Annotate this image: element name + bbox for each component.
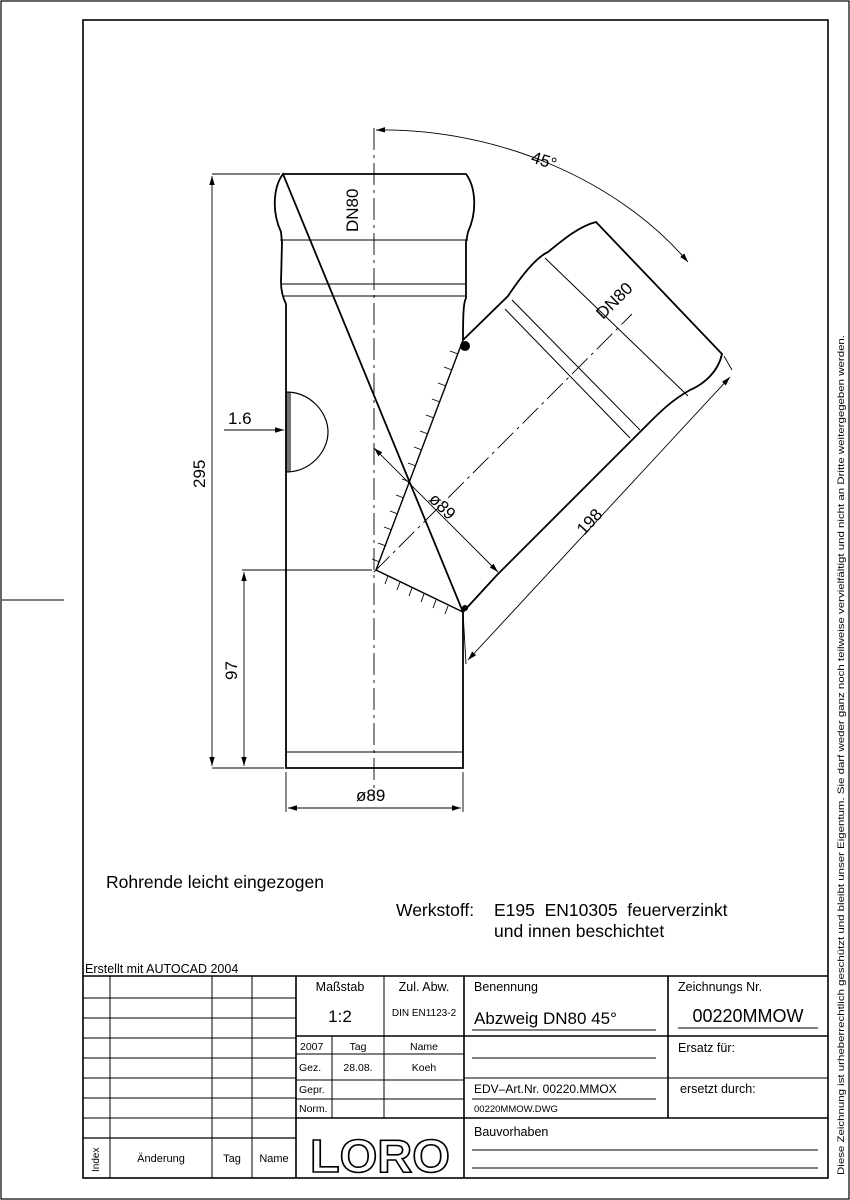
branch-socket-line-1 <box>545 258 688 396</box>
dim-16-text: 1.6 <box>228 409 252 428</box>
project-label: Bauvorhaben <box>474 1125 549 1139</box>
col-name-header: Name <box>409 1041 439 1053</box>
drawing-number-label: Zeichnungs Nr. <box>678 980 763 994</box>
tolerance-value: DIN EN1123-2 <box>391 1008 457 1019</box>
material-line-2: und innen beschichtet <box>494 921 665 941</box>
name-value: Abzweig DN80 45° <box>474 1009 617 1028</box>
branch-outline-upper <box>463 222 722 612</box>
dim-nominal-branch: DN80 <box>592 278 637 323</box>
branch-center-line <box>374 314 632 572</box>
pipe-drawing <box>190 128 732 812</box>
dim-89-text: ø89 <box>356 786 386 805</box>
scale-label: Maßstab <box>315 980 365 994</box>
main-pipe-outline <box>275 174 474 768</box>
branch-socket-line-2 <box>512 300 640 430</box>
drawn-date: 28.08. <box>343 1062 373 1074</box>
drawn-label: Gez. <box>299 1062 322 1074</box>
replacement-for-label: Ersatz für: <box>678 1041 735 1055</box>
rev-index-header: Index <box>91 1147 102 1172</box>
dim-198-text: 198 <box>573 505 607 539</box>
dim-branch-89-text: ø89 <box>425 489 460 524</box>
rev-name-header: Name <box>259 1153 289 1165</box>
copyright-note: Diese Zeichnung ist urheberrechtlich geschützt und bleibt unser Eigentum. Sie darf weder ganz noch teilweise vervielfältigt und nicht an Dritte weitergegeben werden. <box>836 501 846 1175</box>
drawing-frame <box>83 20 828 1178</box>
edv-article-number: EDV–Art.Nr. 00220.MMOX <box>474 1082 617 1096</box>
rev-change-header: Änderung <box>137 1153 185 1165</box>
pipe-end-note: Rohrende leicht eingezogen <box>106 872 324 892</box>
col-day-header: Tag <box>349 1041 367 1053</box>
drawing-number-value: 00220MMOW <box>692 1006 804 1026</box>
wall-detail-section <box>286 392 291 472</box>
dim-45-arc <box>376 130 688 262</box>
dim-295-text: 295 <box>190 459 209 488</box>
material-line-1: E195 EN10305 feuerverzinkt <box>494 900 728 920</box>
drawn-name: Koeh <box>411 1062 437 1074</box>
scale-value: 1:2 <box>328 1007 352 1026</box>
name-label: Benennung <box>474 980 538 994</box>
dim-angle-text: 45° <box>528 147 560 174</box>
tolerance-label: Zul. Abw. <box>398 980 450 994</box>
material-label: Werkstoff: <box>396 900 475 920</box>
year: 2007 <box>300 1041 324 1053</box>
weld-dot-bottom <box>462 605 468 611</box>
checked-label: Gepr. <box>299 1084 325 1096</box>
dim-97-text: 97 <box>222 661 241 680</box>
wall-detail-outline <box>286 392 328 472</box>
replaced-by-label: ersetzt durch: <box>680 1082 756 1096</box>
weld-dot-top <box>460 341 470 351</box>
weld-seam <box>376 340 463 612</box>
weld-hatch-upper <box>372 351 458 562</box>
weld-hatch-lower <box>385 576 448 614</box>
rev-day-header: Tag <box>223 1153 241 1165</box>
branch-socket-line-3 <box>505 309 630 438</box>
norm-label: Norm. <box>299 1103 328 1115</box>
company-logo: LORO <box>310 1130 450 1182</box>
created-with-note: Erstellt mit AUTOCAD 2004 <box>85 962 239 976</box>
dwg-file-name: 00220MMOW.DWG <box>474 1104 558 1115</box>
title-block-text <box>85 962 804 1182</box>
dim-nominal-main: DN80 <box>343 188 362 232</box>
